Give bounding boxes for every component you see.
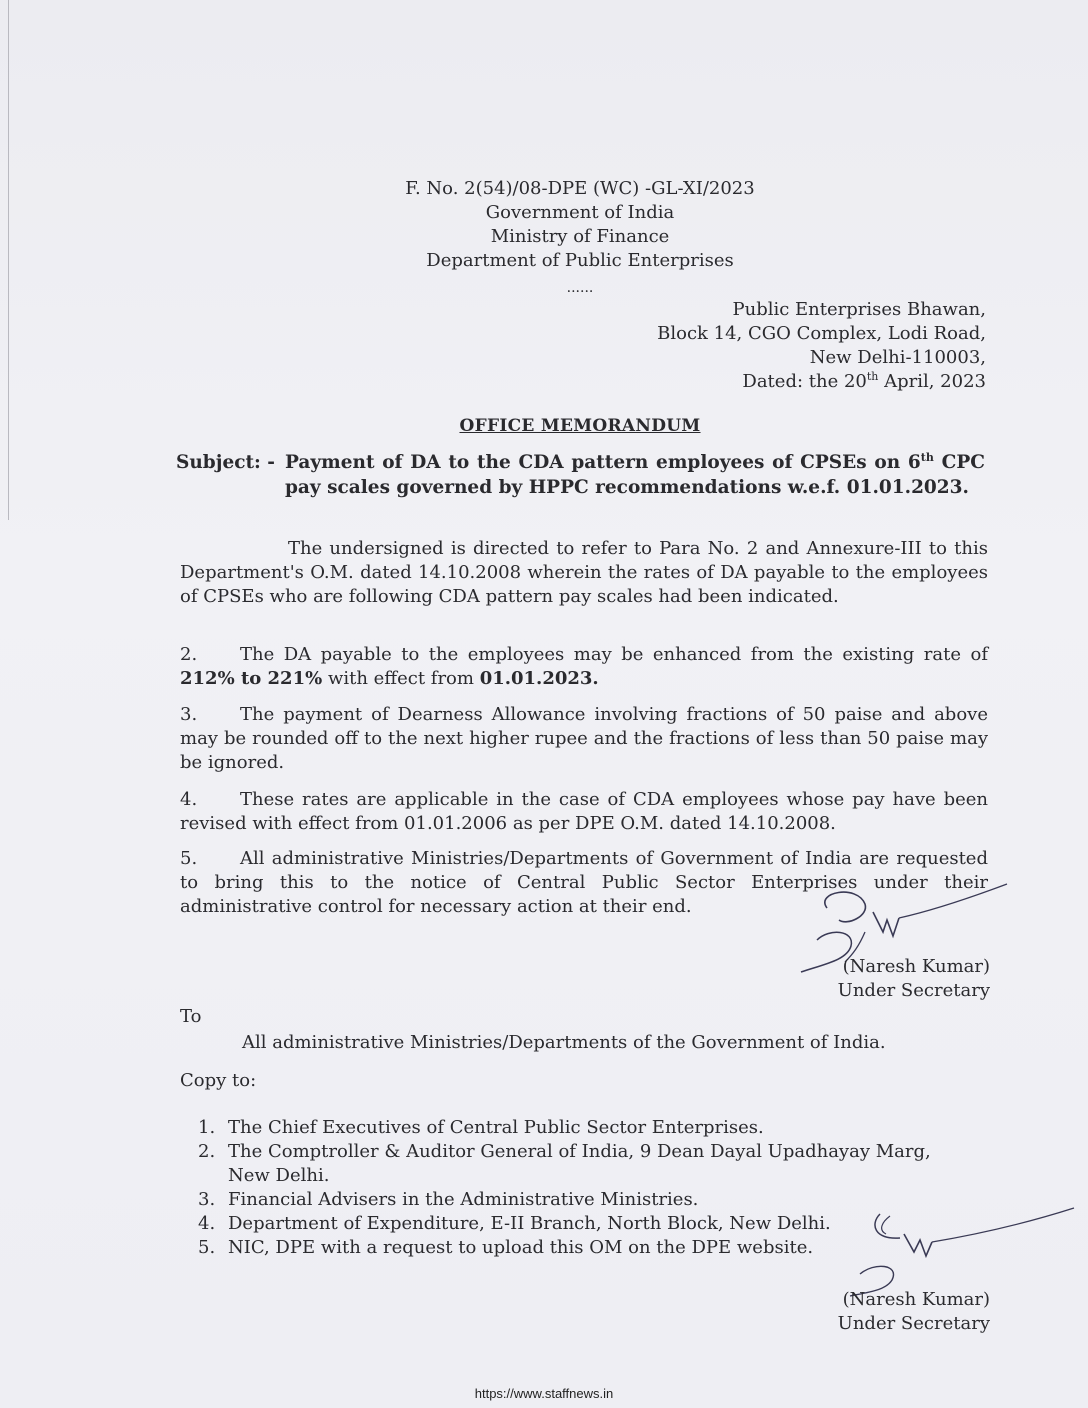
copy-to-label: Copy to: [180, 1070, 257, 1091]
address-line-3: New Delhi-110003, [809, 347, 986, 368]
copy-to-item-text: The Comptroller & Auditor General of India, 9 Dean Dayal Upadhayay Marg, New Delhi. [228, 1141, 931, 1186]
copy-to-item-text: Financial Advisers in the Administrative Ministries. [228, 1189, 699, 1210]
paragraph-3-text: The payment of Dearness Allowance involving fractions of 50 paise and above may be rounded off to the next higher rupee and the fractions of less than 50 paise may be ignored. [180, 704, 988, 773]
paragraph-4 [180, 788, 988, 836]
paragraph-2-text-b: with effect from [322, 668, 480, 689]
signatory-designation: Under Secretary [837, 980, 990, 1001]
subject-text-part1: Payment of DA to the CDA pattern employees of CPSEs on 6 [285, 452, 921, 473]
file-number: F. No. 2(54)/08-DPE (WC) -GL-XI/2023 [405, 178, 755, 199]
paragraph-1-text: The undersigned is directed to refer to Para No. 2 and Annexure-III to this Department's O.M. dated 14.10.2008 wherein the rates of DA payable to the employees of CPSEs who are following CDA pattern pay scales had been indicated. [180, 538, 988, 607]
subject-text [285, 450, 985, 500]
government-line: Government of India [485, 202, 675, 223]
copy-to-item-number: 3. [198, 1189, 216, 1210]
address-line-2: Block 14, CGO Complex, Lodi Road, [657, 323, 986, 344]
copy-to-item-text: NIC, DPE with a request to upload this OM on the DPE website. [228, 1237, 814, 1258]
copy-to-item-number: 2. [198, 1141, 216, 1162]
address-line-1: Public Enterprises Bhawan, [732, 299, 986, 320]
separator-dots: ...... [566, 280, 594, 296]
paragraph-3-number: 3. [180, 704, 198, 725]
subject-label: Subject: - [176, 452, 275, 473]
paragraph-3 [180, 703, 988, 775]
signatory-2-name: (Naresh Kumar) [842, 1289, 990, 1310]
copy-to-item-number: 1. [198, 1117, 216, 1138]
date-prefix: Dated: the 20 [742, 371, 867, 392]
paragraph-4-text: These rates are applicable in the case of CDA employees whose pay have been revised with effect from 01.01.2006 as per DPE O.M. dated 14.10.2008. [180, 789, 988, 834]
date-line [486, 370, 986, 394]
copy-to-item-number: 4. [198, 1213, 216, 1234]
paragraph-5-number: 5. [180, 848, 198, 869]
paragraph-2-number: 2. [180, 644, 198, 665]
to-recipient: All administrative Ministries/Departments of the Government of India. [242, 1032, 886, 1053]
copy-to-item [198, 1116, 958, 1140]
subject-sup: th [920, 450, 934, 464]
paragraph-5-text: All administrative Ministries/Departments of Government of India are requested to bring this to the notice of Central Public Sector Enterprises under their administrative control for necessary action at their end. [180, 848, 988, 917]
copy-to-item-number: 5. [198, 1237, 216, 1258]
paragraph-2 [180, 643, 988, 691]
copy-to-item [198, 1140, 958, 1188]
paragraph-2-date: 01.01.2023. [479, 668, 599, 689]
copy-to-item-text: The Chief Executives of Central Public Sector Enterprises. [228, 1117, 764, 1138]
paragraph-2-text-a: The DA payable to the employees may be enhanced from the existing rate of [240, 644, 988, 665]
date-sup: th [866, 370, 879, 383]
paragraph-4-number: 4. [180, 789, 198, 810]
signatory-2-designation: Under Secretary [837, 1313, 990, 1334]
to-label: To [180, 1006, 202, 1027]
signatory-name: (Naresh Kumar) [842, 956, 990, 977]
copy-to-item-text: Department of Expenditure, E-II Branch, North Block, New Delhi. [228, 1213, 831, 1234]
department-line: Department of Public Enterprises [426, 250, 734, 271]
memo-title: OFFICE MEMORANDUM [459, 416, 701, 436]
subject-text-part2: CPC pay scales governed by HPPC recommendations w.e.f. 01.01.2023. [285, 452, 985, 498]
paragraph-2-rate: 212% to 221% [180, 668, 323, 689]
date-suffix: April, 2023 [878, 371, 986, 392]
scan-edge-line [8, 0, 9, 520]
signature-2-graphic [830, 1200, 1080, 1300]
footer-url: https://www.staffnews.in [474, 1386, 614, 1401]
ministry-line: Ministry of Finance [490, 226, 670, 247]
paragraph-1 [180, 537, 988, 609]
